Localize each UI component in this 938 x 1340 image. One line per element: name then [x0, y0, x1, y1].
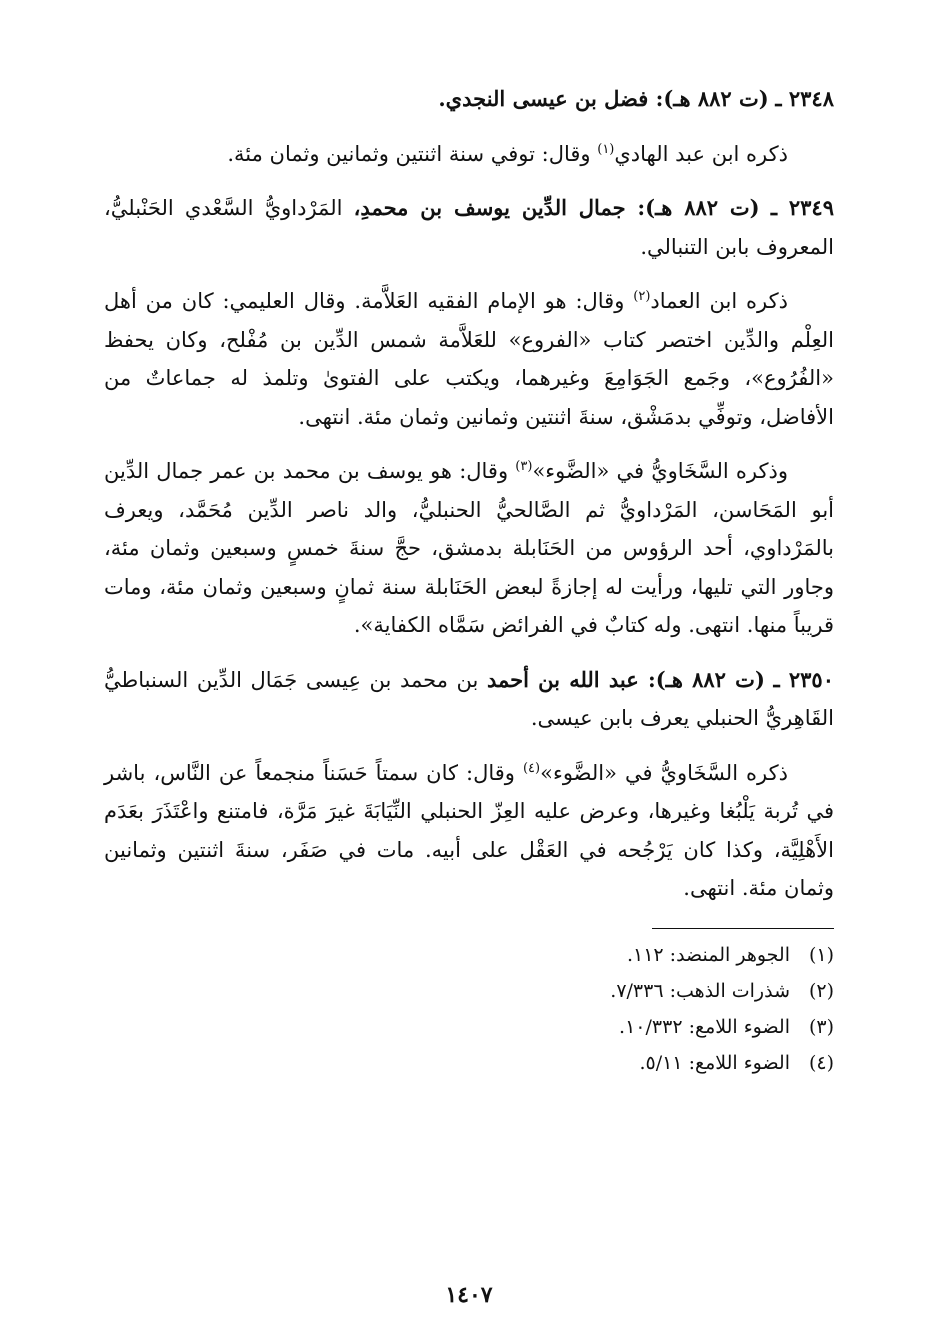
footnote-number: (١) [808, 943, 834, 966]
footnote-text: الجوهر المنضد: ١١٢. [626, 943, 790, 966]
paragraph-text: ذكره السَّخَاويُّ في «الضَّوء» [540, 760, 788, 785]
entry-2348 [104, 80, 834, 119]
footnote-item [104, 1009, 834, 1045]
entry-heading: (ت ٨٨٢ هـ): فضل بن عيسى النجدي. [438, 86, 769, 111]
paragraph-text: وذكره السَّخَاويُّ في «الضَّوء» [532, 459, 788, 483]
footnote-ref[interactable]: (٢) [633, 289, 651, 304]
paragraph [104, 135, 834, 174]
footnote-item [104, 973, 834, 1009]
page-number: ١٤٠٧ [445, 1282, 493, 1308]
footnote-text: الضوء اللامع: ٥/١١. [639, 1051, 790, 1074]
entry-2349 [104, 189, 834, 266]
entry-rest: المَرْداويُّ السَّعْدي الحَنْبليُّ، المعروف بابن التنبالي. [104, 196, 834, 259]
paragraph [104, 282, 834, 436]
entry-number: ٢٣٥٠ ـ [773, 666, 834, 692]
footnote-number: (٣) [808, 1015, 834, 1038]
entry-number: ٢٣٤٨ ـ [775, 86, 834, 111]
paragraph-text: وقال: توفي سنة اثنتين وثمانين وثمان مئة. [227, 141, 598, 166]
footnote-item [104, 1045, 834, 1081]
footnote-divider [652, 928, 834, 929]
paragraph [104, 754, 834, 908]
paragraph-text: وقال: كان سمتاً حَسَناً منجمعاً عن النَّاس، باشر في تُربة يَلْبُغا وغيرها، وعرض عليه العِزّ الحنبلي النِّيَابَةَ غيرَ مَرَّة، فامتنع واعْتَذَرَ بعَدَم الأَهْلِيَّة، وكذا كان يَرْجُحه في العَقْل على أبيه. مات في صَفَر، سنةَ اثنتين وثمانين وثمان مئة. انتهى. [104, 760, 834, 900]
footnote-number: (٢) [808, 979, 834, 1002]
footnote-text: الضوء اللامع: ١٠/٣٣٢. [619, 1015, 790, 1038]
paragraph-text: ذكره ابن عبد الهادي [614, 141, 788, 166]
footnote-ref[interactable]: (٣) [515, 459, 533, 474]
entry-number: ٢٣٤٩ ـ [770, 195, 834, 220]
entry-heading: (ت ٨٨٢ هـ): عبد الله بن أحمد [486, 666, 765, 692]
paragraph-text: وقال: هو يوسف بن محمد بن عمر جمال الدِّين أبو المَحَاسن، المَرْداويُّ ثم الصَّالحيُّ الحنبليُّ، والد ناصر الدِّين مُحَمَّد، ويعرف بالمَرْداوي، أحد الرؤوس من الحَنَابلة بدمشق، حجَّ سنةَ خمسٍ وسبعين وثمان مئة، وجاور التي تليها، ورأيت له إجازةً لبعض الحَنَابلة سنة ثمانٍ وسبعين وثمان مئة، ومات قريباً منها. انتهى. وله كتابٌ في الفرائض سَمَّاه الكفاية». [104, 459, 834, 637]
entry-heading: (ت ٨٨٢ هـ): جمال الدِّين يوسف بن محمدِ، [353, 195, 760, 220]
paragraph [104, 452, 834, 645]
footnote-ref[interactable]: (٤) [522, 760, 541, 776]
paragraph-text: ذكره ابن العماد [650, 289, 788, 313]
paragraph-text: وقال: هو الإمام الفقيه العَلاَّمة. وقال العليمي: كان من أهل العِلْم والدِّين اختصر كتاب «الفروع» للعَلاَّمة شمس الدِّين بن مُفْلح، وكان يحفظ «الفُرُوع»، وجَمع الجَوَامِعَ وغيرهما، ويكتب على الفتوىٰ وتلمذ له جماعاتٌ من الأفاضل، وتوفِّي بدمَشْق، سنةَ اثنتين وثمانين وثمان مئة. انتهى. [104, 289, 834, 429]
entry-rest: بن محمد بن عِيسى جَمَال الدِّين السنباطيُّ القَاهِريُّ الحنبلي يعرف بابن عيسى. [104, 667, 834, 730]
footnote-text: شذرات الذهب: ٧/٣٣٦. [610, 979, 790, 1002]
entry-2350 [104, 661, 834, 738]
footnote-item [104, 937, 834, 973]
footnote-ref[interactable]: (١) [597, 141, 615, 157]
footnotes [104, 937, 834, 1081]
footnote-number: (٤) [808, 1051, 834, 1074]
